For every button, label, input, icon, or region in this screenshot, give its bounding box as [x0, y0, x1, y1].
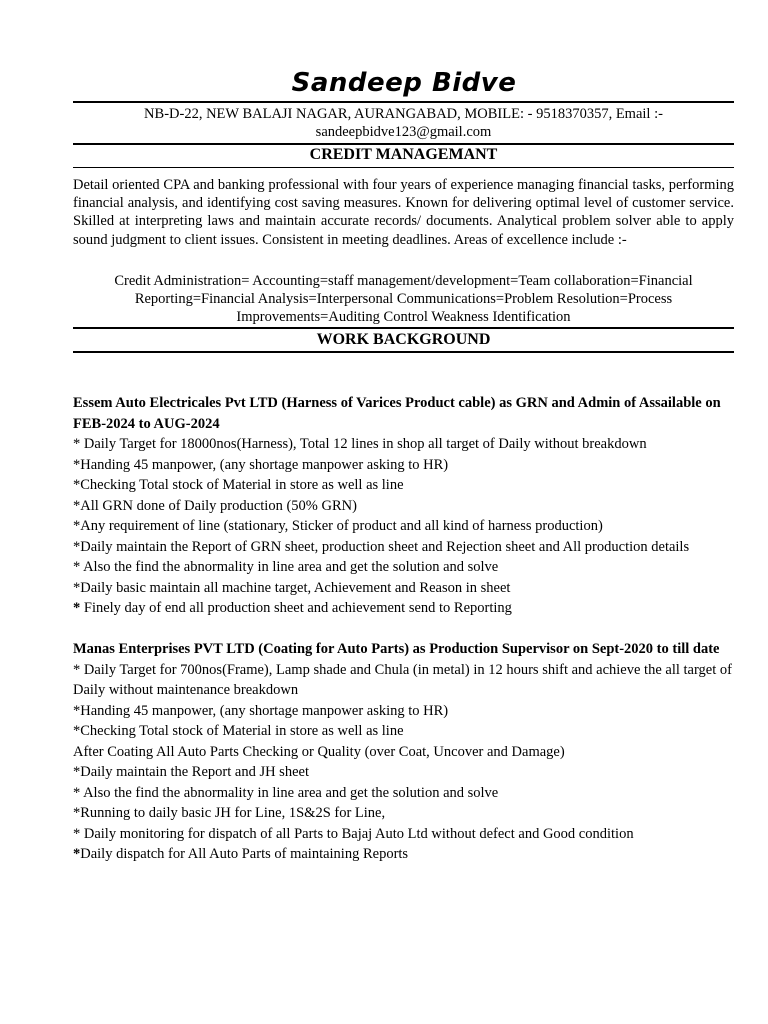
job-duty: *Daily maintain the Report of GRN sheet, production sheet and Rejection sheet and All production details	[73, 538, 690, 555]
job-duty-text: Finely day of end all production sheet and achievement send to Reporting	[80, 600, 512, 616]
job-duty-text: Daily dispatch for All Auto Parts of maintaining Reports	[80, 846, 409, 862]
job-duty: * Daily Target for 18000nos(Harness), Total 12 lines in shop all target of Daily without breakdown	[73, 436, 647, 452]
job-duty: *Handing 45 manpower, (any shortage manpower asking to HR)	[73, 456, 449, 473]
job-duty: *Daily maintain the Report and JH sheet	[73, 764, 309, 780]
header-rule	[73, 101, 734, 103]
contact-line-1: NB-D-22, NEW BALAJI NAGAR, AURANGABAD, MOBILE: - 9518370357, Email :-	[144, 106, 663, 122]
job-duty: After Coating All Auto Parts Checking or Quality (over Coat, Uncover and Damage)	[73, 743, 565, 760]
job-entry	[73, 639, 734, 865]
job-duty: * Daily Target for 700nos(Frame), Lamp shade and Chula (in metal) in 12 hours shift and achieve the all target of Daily without maintenance breakdown	[73, 661, 732, 698]
job-duty: * Also the find the abnormality in line area and get the solution and solve	[73, 559, 499, 575]
job-title: Manas Enterprises PVT LTD (Coating for Auto Parts) as Production Supervisor on Sept-2020 to till date	[73, 641, 720, 657]
job-duty: *All GRN done of Daily production (50% GRN)	[73, 497, 357, 514]
job-duty: * Also the find the abnormality in line area and get the solution and solve	[73, 784, 499, 801]
summary-heading: CREDIT MANAGEMANT	[309, 146, 498, 163]
job-duty: *Daily basic maintain all machine target, Achievement and Reason in sheet	[73, 579, 511, 596]
summary-text: Detail oriented CPA and banking professional with four years of experience managing financial tasks, performing financial analysis, and identifying cost saving measures. Known for delivering optimal level of customer service. Skilled at interpreting laws and maintain accurate records/ documents. Analytical problem solver able to apply sound judgment to client issues. Consistent in meeting deadlines. Areas of excellence include :-	[73, 177, 734, 248]
job-duty	[73, 598, 734, 619]
bullet-mark: *	[73, 846, 81, 862]
candidate-name: Sandeep Bidve	[291, 68, 517, 98]
job-duty: *Checking Total stock of Material in store as well as line	[73, 723, 404, 739]
work-heading: WORK BACKGROUND	[316, 331, 491, 348]
skills-line-1: Credit Administration= Accounting=staff management/development=Team collaboration=Financial	[114, 273, 693, 289]
job-duty: *Running to daily basic JH for Line, 1S&2S for Line,	[73, 805, 386, 821]
job-entry	[73, 393, 734, 619]
section-rule	[73, 351, 734, 353]
job-duty: *Any requirement of line (stationary, Sticker of product and all kind of harness production)	[73, 518, 603, 534]
job-duty: * Daily monitoring for dispatch of all Parts to Bajaj Auto Ltd without defect and Good condition	[73, 825, 634, 842]
job-duty	[73, 844, 734, 865]
job-title: Essem Auto Electricales Pvt LTD (Harness of Varices Product cable) as GRN and Admin of Assailable on FEB-2024 to AUG-2024	[73, 395, 721, 432]
job-duty: *Handing 45 manpower, (any shortage manpower asking to HR)	[73, 702, 449, 719]
skills-line-2: Reporting=Financial Analysis=Interpersonal Communications=Problem Resolution=Process	[134, 291, 673, 307]
bullet-mark: *	[73, 600, 81, 616]
contact-email: sandeepbidve123@gmail.com	[315, 124, 492, 140]
section-rule	[73, 167, 734, 168]
skills-line-3: Improvements=Auditing Control Weakness Identification	[236, 309, 571, 325]
job-duty: *Checking Total stock of Material in store as well as line	[73, 477, 404, 493]
